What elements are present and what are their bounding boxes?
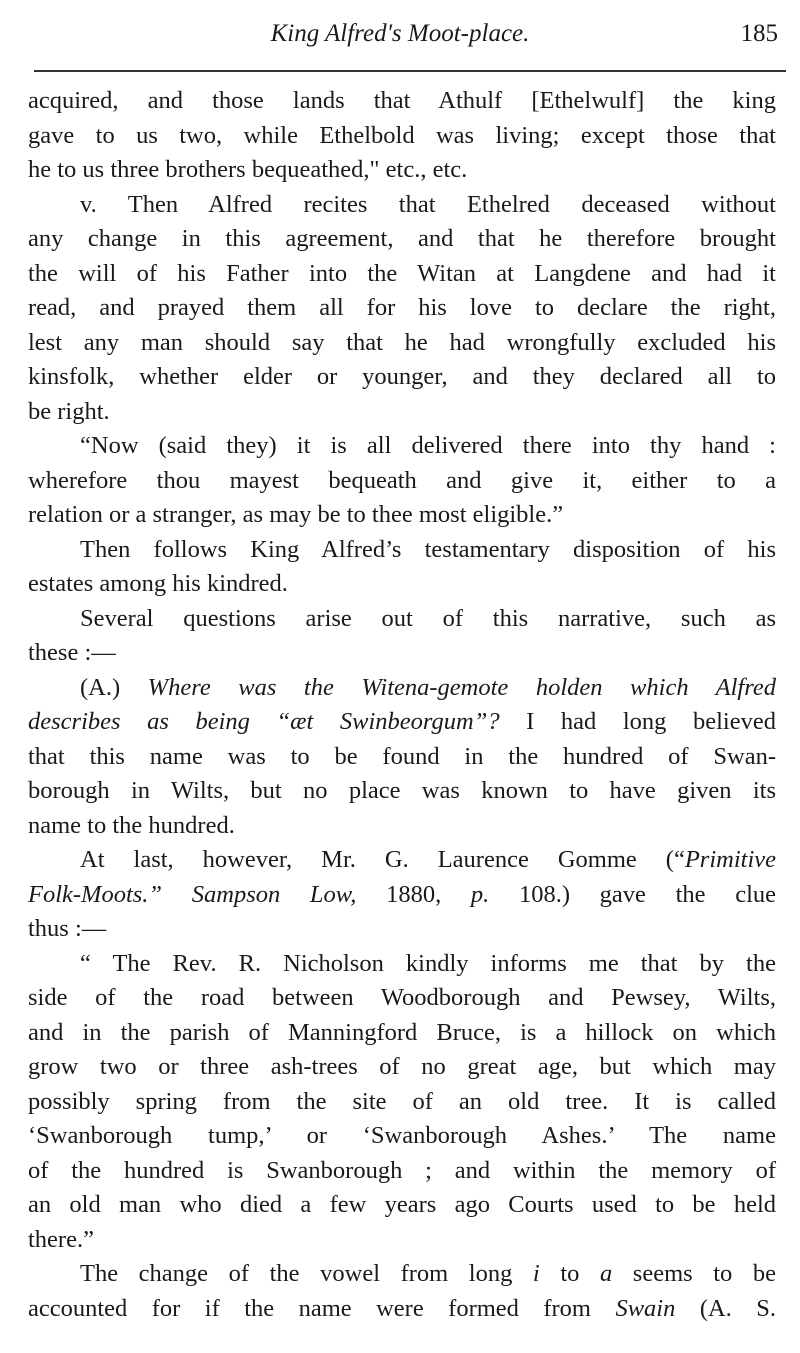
text-run: he to us three brothers bequeathed," etc., etc.	[28, 156, 468, 183]
italic-text: a	[599, 1260, 613, 1287]
text-run: that this name was to be found in the hundred of Swan-	[28, 742, 776, 770]
italic-text: Where was the Witena-gemote holden which Alfred	[147, 673, 776, 701]
text-run: and in the parish of Manningford Bruce, is a hillock on which	[28, 1018, 776, 1046]
text-line	[28, 1119, 776, 1154]
text-line	[28, 464, 776, 499]
italic-text: Swain	[615, 1294, 676, 1322]
text-line	[28, 291, 776, 326]
text-line	[28, 533, 776, 568]
text-line	[28, 1154, 776, 1189]
italic-text: p.	[470, 880, 490, 908]
text-line	[28, 119, 776, 154]
text-line	[28, 809, 776, 844]
text-run: there.”	[28, 1225, 94, 1253]
text-line	[28, 222, 776, 257]
text-line	[28, 1050, 776, 1085]
text-line	[28, 878, 776, 913]
text-line	[28, 705, 776, 740]
text-line	[28, 1188, 776, 1223]
italic-text: describes as being “æt Swinbeorgum”?	[28, 708, 500, 735]
text-run: an old man who died a few years ago Courts used to be held	[28, 1191, 776, 1218]
text-run: to	[539, 1260, 600, 1287]
text-line	[28, 567, 776, 602]
text-run: (A. S.	[675, 1294, 776, 1322]
text-run: 108.) gave the clue	[489, 880, 777, 908]
text-line	[28, 153, 776, 188]
text-line	[28, 257, 776, 292]
text-run: estates among his kindred.	[28, 570, 288, 597]
text-run: read, and prayed them all for his love to declare the right,	[28, 294, 776, 321]
text-run: At last, however, Mr. G. Laurence Gomme (“	[80, 846, 685, 873]
text-run: I had long believed	[499, 708, 776, 735]
text-run: v. Then Alfred recites that Ethelred deceased without	[80, 190, 776, 218]
page-body-text	[28, 84, 776, 1326]
text-run: side of the road between Woodborough and Pewsey, Wilts,	[28, 984, 776, 1011]
text-line	[28, 947, 776, 982]
text-run: “Now (said they) it is all delivered there into thy hand :	[80, 432, 776, 459]
italic-text: Primitive	[684, 846, 776, 873]
text-run: seems to be	[612, 1260, 776, 1287]
text-run: 1880,	[356, 880, 471, 908]
text-line	[28, 602, 776, 637]
text-line	[28, 395, 776, 430]
text-line	[28, 84, 776, 119]
text-run: gave to us two, while Ethelbold was living; except those that	[28, 121, 776, 149]
text-line	[28, 429, 776, 464]
text-run: The change of the vowel from long	[80, 1260, 533, 1287]
text-run: thus :—	[28, 915, 107, 942]
text-run: the will of his Father into the Witan at Langdene and had it	[28, 259, 776, 287]
italic-text: Sampson Low,	[191, 880, 357, 908]
text-run: kinsfolk, whether elder or younger, and they declared all to	[28, 363, 776, 390]
text-run: grow two or three ash-trees of no great age, but which may	[28, 1053, 776, 1080]
text-run: possibly spring from the site of an old tree. It is called	[28, 1087, 776, 1115]
text-line	[28, 1016, 776, 1051]
text-line	[28, 774, 776, 809]
text-run: any change in this agreement, and that he therefore brought	[28, 225, 776, 252]
text-run: name to the hundred.	[28, 811, 235, 839]
text-line	[28, 740, 776, 775]
text-line	[28, 1292, 776, 1327]
text-line	[28, 912, 776, 947]
text-run: wherefore thou mayest bequeath and give it, either to a	[28, 466, 776, 494]
text-run: these :—	[28, 639, 116, 666]
text-run: borough in Wilts, but no place was known to have given its	[28, 777, 776, 804]
text-line	[28, 360, 776, 395]
italic-text: i	[532, 1260, 540, 1287]
text-run: Several questions arise out of this narrative, such as	[80, 604, 776, 632]
text-run: relation or a stranger, as may be to thee most eligible.”	[28, 501, 564, 528]
italic-text: Folk-Moots.”	[28, 880, 163, 908]
text-line	[28, 1085, 776, 1120]
text-line	[28, 636, 776, 671]
page-number: 185	[740, 20, 778, 47]
text-line	[28, 1223, 776, 1258]
text-line	[28, 843, 776, 878]
text-run: accounted for if the name were formed from	[28, 1294, 616, 1322]
text-run: lest any man should say that he had wrongfully excluded his	[28, 328, 776, 356]
text-line	[28, 498, 776, 533]
text-run: (A.)	[80, 673, 148, 701]
text-line	[28, 1257, 776, 1292]
text-run: ‘Swanborough tump,’ or ‘Swanborough Ashes.’ The name	[28, 1122, 776, 1149]
text-run: of the hundred is Swanborough ; and within the memory of	[28, 1156, 776, 1184]
text-run: acquired, and those lands that Athulf [Ethelwulf] the king	[28, 87, 776, 114]
header-rule	[34, 70, 786, 72]
text-run	[162, 881, 192, 908]
text-run: “ The Rev. R. Nicholson kindly informs me that by the	[80, 949, 776, 977]
text-line	[28, 188, 776, 223]
text-run: be right.	[28, 397, 110, 425]
running-head-title: King Alfred's Moot-place.	[270, 20, 530, 47]
text-line	[28, 326, 776, 361]
text-line	[28, 981, 776, 1016]
text-run: Then follows King Alfred’s testamentary disposition of his	[80, 535, 776, 563]
text-line	[28, 671, 776, 706]
